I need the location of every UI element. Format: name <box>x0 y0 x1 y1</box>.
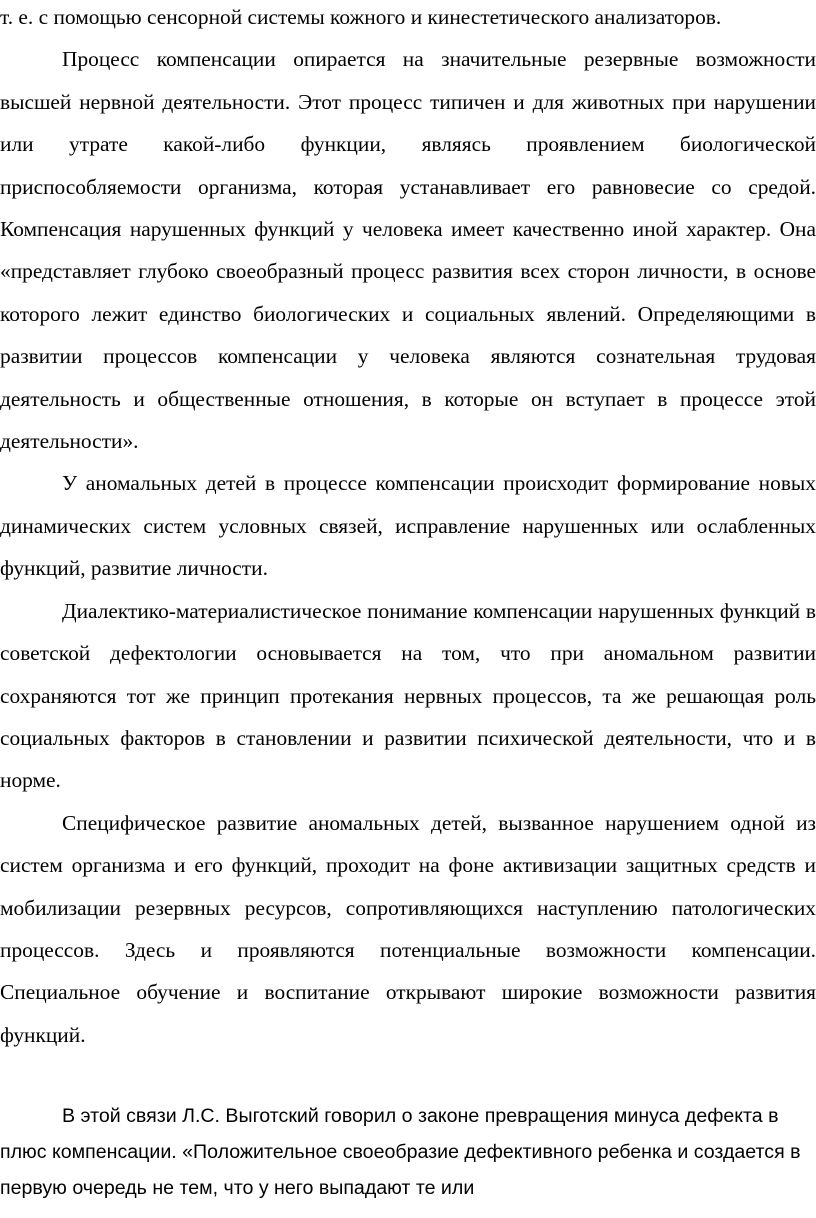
paragraph-specific-development: Специфическое развитие аномальных детей, вызванное нарушением одной из систем организма и его функций, проходит на фоне активизации защитных средств и мобилизации резервных ресурсов, сопротивляющихся наступлению патологических процессов. Здесь и проявляются потенциальные возможности компенсации. Специальное обучение и воспитание открывают широкие возможности развития функций. <box>0 810 816 1047</box>
paragraph-compensation-process: Процесс компенсации опирается на значительные резервные возможности высшей нервной деятельности. Этот процесс типичен и для животных при нарушении или утрате какой-либо функции, являясь проявлением биологической приспособляемости организма, которая устанавливает его равновесие со средой. Компенсация нарушенных функций у человека имеет качественно иной характер. Она «представляет глубоко своеобразный процесс развития всех сторон личности, в основе которого лежит единство биологических и социальных явлений. Определяющими в развитии процессов компенсации у человека являются сознательная трудовая деятельность и общественные отношения, в которые он вступает в процессе этой деятельности». <box>0 47 816 454</box>
paragraph-abnormal-children: У аномальных детей в процессе компенсации происходит формирование новых динамических систем условных связей, исправление нарушенных или ослабленных функций, развитие личности. <box>0 471 816 581</box>
paragraph-dialectical-understanding: Диалектико-материалистическое понимание компенсации нарушенных функций в советской дефектологии основывается на том, что при аномальном развитии сохраняются тот же принцип протекания нервных процессов, та же решающая роль социальных факторов в становлении и развитии психической деятельности, что и в норме. <box>0 598 816 793</box>
first-line: т. е. с помощью сенсорной системы кожного и кинестетического анализаторов. <box>0 5 722 29</box>
paragraph-vygotsky: В этой связи Л.С. Выготский говорил о законе превращения минуса дефекта в плюс компенсации. «Положительное своеобразие дефективного ребенка и создается в первую очередь не тем, что у него выпадают те или <box>0 1105 801 1199</box>
vygotsky-paragraph-block <box>0 1098 816 1206</box>
